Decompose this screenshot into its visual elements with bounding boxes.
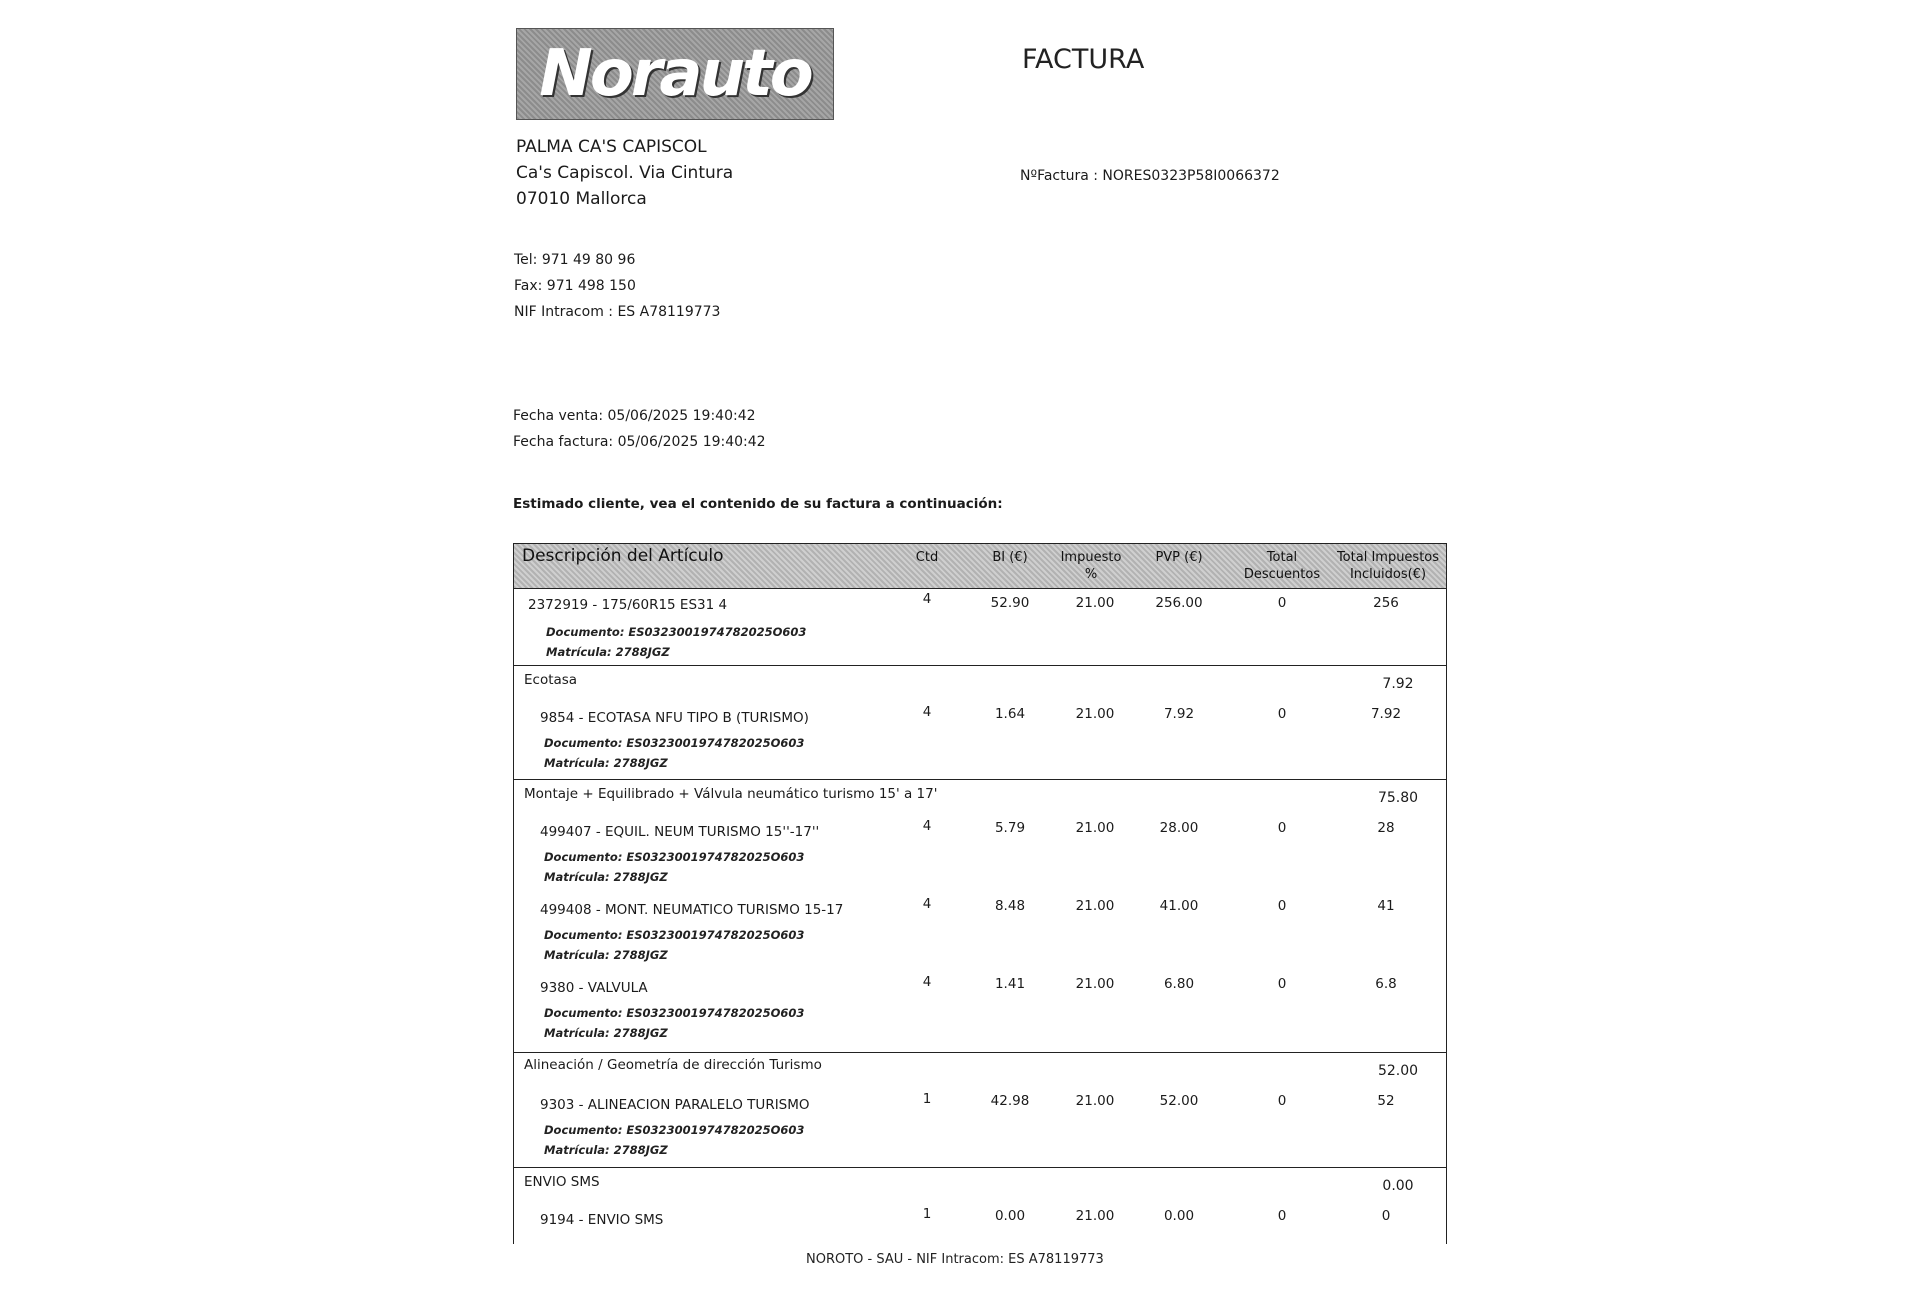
invoice-table bbox=[513, 543, 1447, 1244]
table-row bbox=[514, 1091, 1446, 1177]
table-row bbox=[514, 704, 1446, 790]
row-total: 41 bbox=[1377, 898, 1395, 914]
row-discount: 0 bbox=[1277, 976, 1287, 992]
group-total: 7.92 bbox=[1382, 676, 1414, 692]
table-group-ecotasa bbox=[514, 666, 1446, 780]
row-plate: Matrícula: 2788JGZ bbox=[544, 948, 668, 962]
table-group-tyres bbox=[514, 589, 1446, 666]
row-bi: 1.64 bbox=[994, 706, 1026, 722]
row-pvp: 256.00 bbox=[1155, 595, 1203, 611]
row-bi: 5.79 bbox=[994, 820, 1026, 836]
row-plate: Matrícula: 2788JGZ bbox=[544, 756, 668, 770]
row-total: 256 bbox=[1373, 595, 1399, 611]
row-document: Documento: ES0323001974782025O603 bbox=[544, 736, 805, 750]
header-total-line1: Total Impuestos bbox=[1336, 550, 1440, 565]
header-qty: Ctd bbox=[915, 550, 939, 565]
row-description: 9303 - ALINEACION PARALELO TURISMO bbox=[540, 1097, 810, 1113]
row-bi: 52.90 bbox=[990, 595, 1030, 611]
row-tax: 21.00 bbox=[1075, 706, 1115, 722]
group-total: 0.00 bbox=[1382, 1178, 1414, 1194]
row-pvp: 6.80 bbox=[1163, 976, 1195, 992]
row-discount: 0 bbox=[1277, 1208, 1287, 1224]
group-title: Alineación / Geometría de dirección Turismo bbox=[524, 1057, 822, 1073]
row-description: 2372919 - 175/60R15 ES31 4 bbox=[528, 597, 728, 613]
row-description: 499407 - EQUIL. NEUM TURISMO 15''-17'' bbox=[540, 824, 820, 840]
table-group-montaje bbox=[514, 780, 1446, 1053]
invoice-number: NºFactura : NORES0323P58I0066372 bbox=[1020, 168, 1280, 184]
header-tax bbox=[1045, 549, 1137, 583]
row-document: Documento: ES0323001974782025O603 bbox=[544, 1123, 805, 1137]
row-qty: 1 bbox=[922, 1206, 932, 1222]
row-total: 6.8 bbox=[1375, 976, 1397, 992]
table-row bbox=[514, 974, 1446, 1060]
document-title: FACTURA bbox=[1022, 44, 1145, 75]
group-title: Montaje + Equilibrado + Válvula neumático turismo 15' a 17' bbox=[524, 786, 938, 802]
row-total: 52 bbox=[1377, 1093, 1395, 1109]
group-total: 52.00 bbox=[1377, 1063, 1419, 1079]
row-description: 9380 - VALVULA bbox=[540, 980, 648, 996]
row-tax: 21.00 bbox=[1075, 898, 1115, 914]
table-header bbox=[514, 544, 1446, 589]
header-pvp: PVP (€) bbox=[1155, 550, 1203, 565]
store-address-block bbox=[516, 134, 733, 212]
table-group-alineacion bbox=[514, 1053, 1446, 1168]
row-document: Documento: ES0323001974782025O603 bbox=[544, 850, 805, 864]
footer-legal-text: NOROTO - SAU - NIF Intracom: ES A78119773 bbox=[806, 1252, 1104, 1267]
header-total bbox=[1332, 549, 1444, 583]
store-name: PALMA CA'S CAPISCOL bbox=[516, 137, 707, 157]
row-total: 0 bbox=[1381, 1208, 1391, 1224]
row-qty: 1 bbox=[922, 1091, 932, 1107]
row-document: Documento: ES0323001974782025O603 bbox=[544, 928, 805, 942]
row-pvp: 52.00 bbox=[1159, 1093, 1199, 1109]
telephone: Tel: 971 49 80 96 bbox=[514, 252, 636, 268]
row-discount: 0 bbox=[1277, 820, 1287, 836]
sale-date: Fecha venta: 05/06/2025 19:40:42 bbox=[513, 408, 756, 424]
group-title: Ecotasa bbox=[524, 672, 578, 688]
row-qty: 4 bbox=[922, 704, 932, 720]
row-bi: 8.48 bbox=[994, 898, 1026, 914]
row-qty: 4 bbox=[922, 818, 932, 834]
row-discount: 0 bbox=[1277, 898, 1287, 914]
row-total: 28 bbox=[1377, 820, 1395, 836]
row-qty: 4 bbox=[922, 896, 932, 912]
row-description: 499408 - MONT. NEUMATICO TURISMO 15-17 bbox=[540, 902, 844, 918]
row-plate: Matrícula: 2788JGZ bbox=[544, 1143, 668, 1157]
row-pvp: 41.00 bbox=[1159, 898, 1199, 914]
row-tax: 21.00 bbox=[1075, 1093, 1115, 1109]
norauto-logo bbox=[516, 28, 834, 120]
invoice-date: Fecha factura: 05/06/2025 19:40:42 bbox=[513, 434, 766, 450]
store-street: Ca's Capiscol. Via Cintura bbox=[516, 163, 734, 183]
row-tax: 21.00 bbox=[1075, 1208, 1115, 1224]
row-qty: 4 bbox=[922, 591, 932, 607]
group-title: ENVIO SMS bbox=[524, 1174, 600, 1190]
table-row bbox=[514, 818, 1446, 904]
row-bi: 0.00 bbox=[994, 1208, 1026, 1224]
header-discount-line2: Descuentos bbox=[1243, 567, 1321, 582]
table-row bbox=[514, 591, 1446, 675]
header-description: Descripción del Artículo bbox=[522, 546, 724, 566]
row-qty: 4 bbox=[922, 974, 932, 990]
greeting-text: Estimado cliente, vea el contenido de su factura a continuación: bbox=[513, 496, 1003, 512]
row-document: Documento: ES0323001974782025O603 bbox=[546, 625, 807, 639]
row-bi: 1.41 bbox=[994, 976, 1026, 992]
header-total-line2: Incluidos(€) bbox=[1349, 567, 1427, 582]
row-tax: 21.00 bbox=[1075, 595, 1115, 611]
row-description: 9194 - ENVIO SMS bbox=[540, 1212, 664, 1228]
row-document: Documento: ES0323001974782025O603 bbox=[544, 1006, 805, 1020]
row-plate: Matrícula: 2788JGZ bbox=[544, 870, 668, 884]
header-tax-line1: Impuesto bbox=[1060, 550, 1122, 565]
logo-text: Norauto bbox=[539, 37, 811, 111]
row-plate: Matrícula: 2788JGZ bbox=[546, 645, 670, 659]
nif-intracom: NIF Intracom : ES A78119773 bbox=[514, 304, 721, 320]
row-discount: 0 bbox=[1277, 595, 1287, 611]
header-discount-line1: Total bbox=[1266, 550, 1298, 565]
row-pvp: 0.00 bbox=[1163, 1208, 1195, 1224]
header-bi: BI (€) bbox=[992, 550, 1028, 565]
store-city: 07010 Mallorca bbox=[516, 189, 647, 209]
dates-block bbox=[513, 403, 766, 455]
row-plate: Matrícula: 2788JGZ bbox=[544, 1026, 668, 1040]
row-bi: 42.98 bbox=[990, 1093, 1030, 1109]
contact-block bbox=[514, 247, 720, 325]
row-pvp: 7.92 bbox=[1163, 706, 1195, 722]
row-pvp: 28.00 bbox=[1159, 820, 1199, 836]
fax: Fax: 971 498 150 bbox=[514, 278, 636, 294]
row-discount: 0 bbox=[1277, 706, 1287, 722]
header-discount bbox=[1232, 549, 1332, 583]
row-tax: 21.00 bbox=[1075, 820, 1115, 836]
group-total: 75.80 bbox=[1377, 790, 1419, 806]
row-discount: 0 bbox=[1277, 1093, 1287, 1109]
row-total: 7.92 bbox=[1370, 706, 1402, 722]
header-tax-line2: % bbox=[1084, 567, 1098, 582]
row-tax: 21.00 bbox=[1075, 976, 1115, 992]
table-group-sms bbox=[514, 1168, 1446, 1248]
table-row bbox=[514, 896, 1446, 982]
row-description: 9854 - ECOTASA NFU TIPO B (TURISMO) bbox=[540, 710, 809, 726]
